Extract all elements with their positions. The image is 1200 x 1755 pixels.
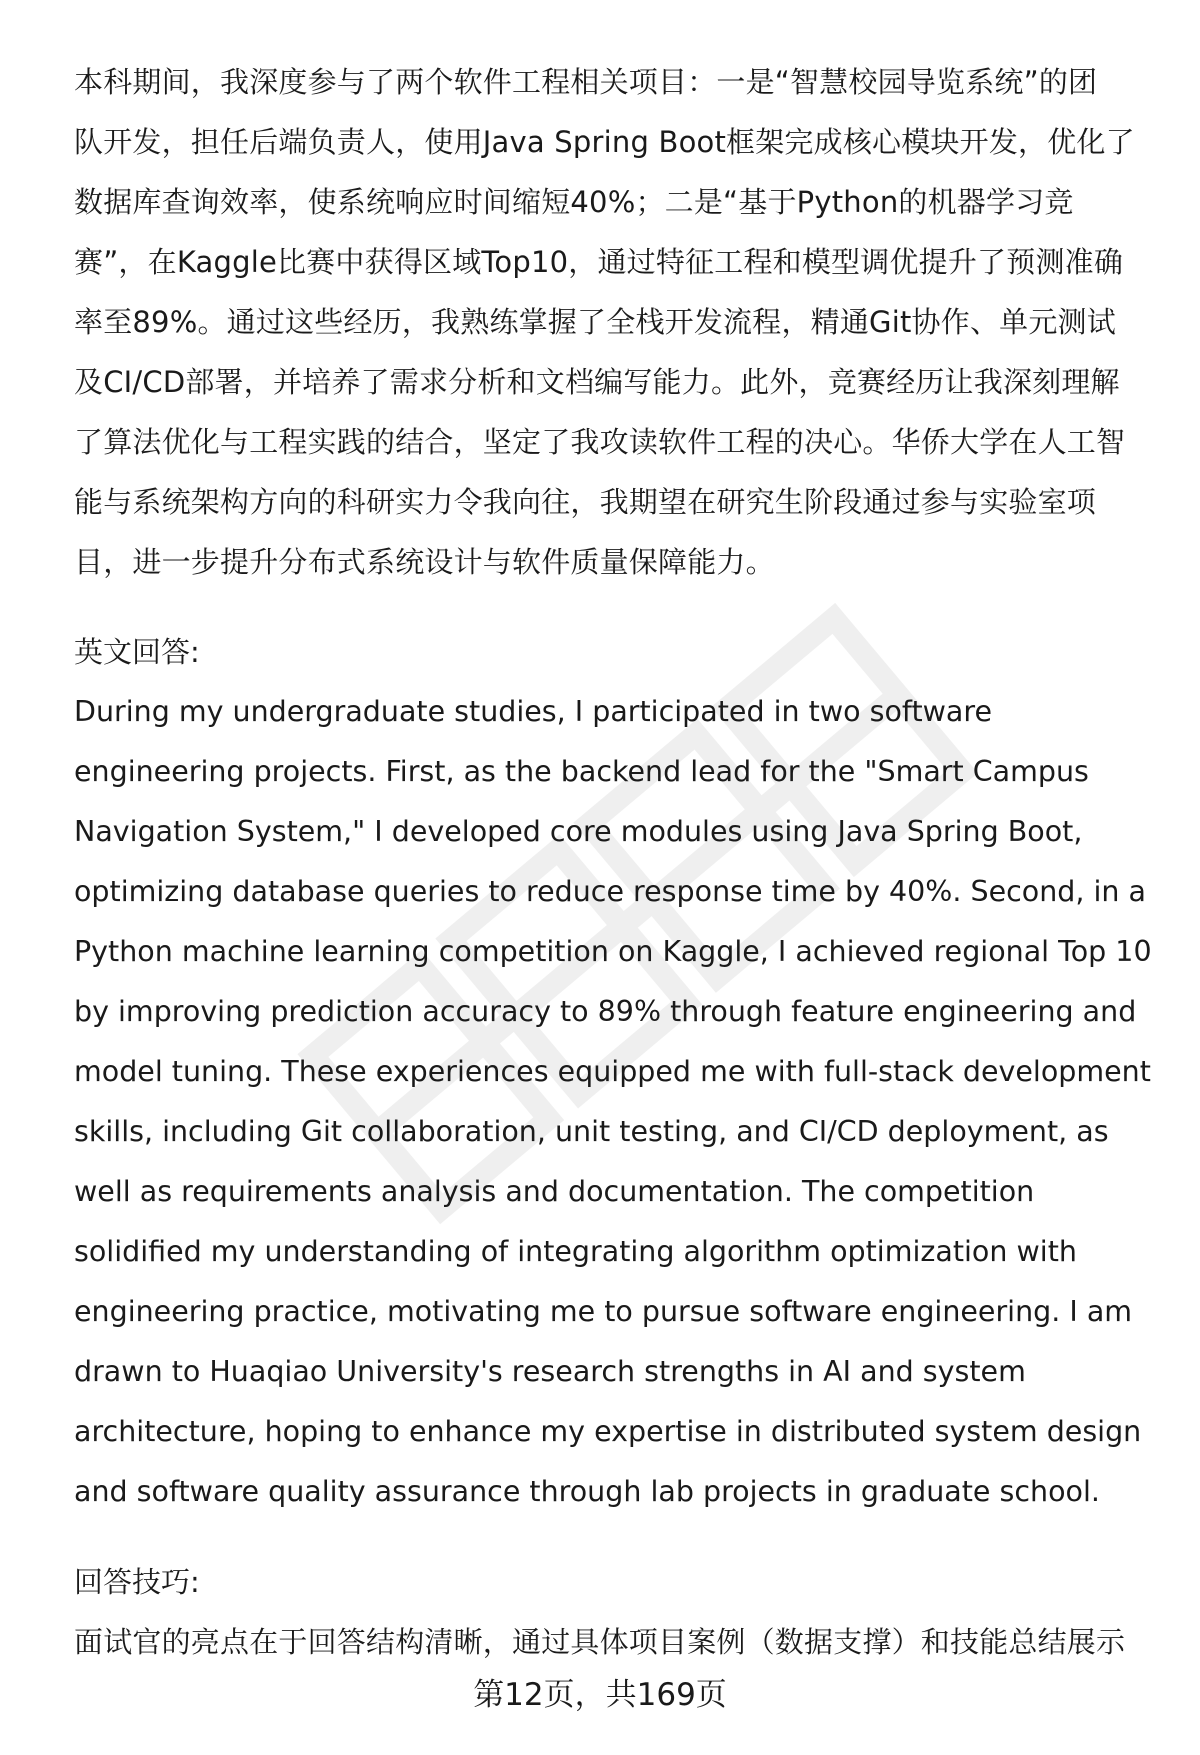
en-line: model tuning. These experiences equipped me with full-stack development (74, 1055, 1151, 1088)
tips-heading: 回答技巧: (74, 1565, 200, 1599)
en-line: skills, including Git collaboration, unit testing, and CI/CD deployment, as (74, 1115, 1109, 1148)
en-line: During my undergraduate studies, I participated in two software (74, 695, 993, 728)
en-line: well as requirements analysis and documentation. The competition (74, 1175, 1035, 1208)
english-answer-heading: 英文回答: (74, 635, 200, 669)
main-content (74, 52, 1164, 1672)
cn-line: 目，进一步提升分布式系统设计与软件质量保障能力。 (74, 545, 775, 579)
english-answer-paragraph (74, 682, 1164, 1522)
en-line: by improving prediction accuracy to 89% through feature engineering and (74, 995, 1137, 1028)
page-number-footer: 第12页，共169页 (473, 1677, 727, 1713)
cn-line: 赛”，在Kaggle比赛中获得区域Top10，通过特征工程和模型调优提升了预测准确 (74, 245, 1124, 279)
cn-line: 队开发，担任后端负责人，使用Java Spring Boot框架完成核心模块开发，优化了 (74, 125, 1135, 159)
en-line: engineering practice, motivating me to pursue software engineering. I am (74, 1295, 1133, 1328)
cn-line: 及CI/CD部署，并培养了需求分析和文档编写能力。此外，竞赛经历让我深刻理解 (74, 365, 1120, 399)
en-line: solidified my understanding of integrating algorithm optimization with (74, 1235, 1077, 1268)
tips-paragraph (74, 1612, 1164, 1672)
en-line: engineering projects. First, as the backend lead for the "Smart Campus (74, 755, 1089, 788)
cn-line: 了算法优化与工程实践的结合，坚定了我攻读软件工程的决心。华侨大学在人工智 (74, 425, 1126, 459)
spacer (74, 1522, 1164, 1552)
en-line: architecture, hoping to enhance my expertise in distributed system design (74, 1415, 1142, 1448)
tips-line: 面试官的亮点在于回答结构清晰，通过具体项目案例（数据支撑）和技能总结展示 (74, 1625, 1126, 1659)
en-line: drawn to Huaqiao University's research strengths in AI and system (74, 1355, 1026, 1388)
cn-line: 本科期间，我深度参与了两个软件工程相关项目：一是“智慧校园导览系统”的团 (74, 65, 1098, 99)
spacer (74, 592, 1164, 622)
cn-line: 数据库查询效率，使系统响应时间缩短40%；二是“基于Python的机器学习竞 (74, 185, 1074, 219)
en-line: and software quality assurance through lab projects in graduate school. (74, 1475, 1100, 1508)
chinese-answer-paragraph (74, 52, 1164, 592)
en-line: Python machine learning competition on Kaggle, I achieved regional Top 10 (74, 935, 1152, 968)
en-line: Navigation System," I developed core modules using Java Spring Boot, (74, 815, 1083, 848)
cn-line: 能与系统架构方向的科研实力令我向往，我期望在研究生阶段通过参与实验室项 (74, 485, 1097, 519)
cn-line: 率至89%。通过这些经历，我熟练掌握了全栈开发流程，精通Git协作、单元测试 (74, 305, 1116, 339)
en-line: optimizing database queries to reduce response time by 40%. Second, in a (74, 875, 1147, 908)
